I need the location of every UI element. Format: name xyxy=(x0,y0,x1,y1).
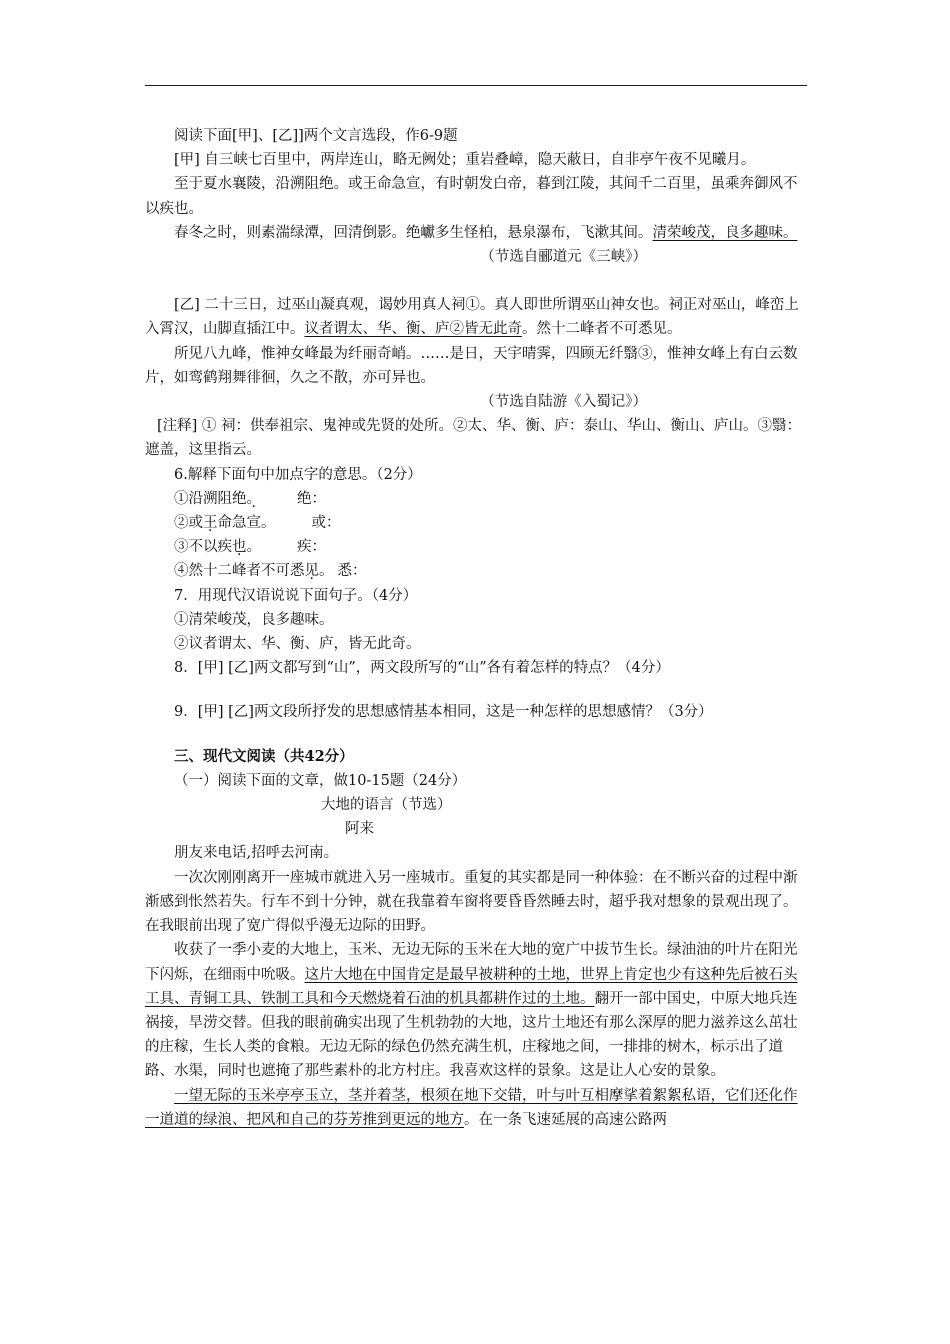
jia-paragraph-3 xyxy=(145,221,807,245)
spacer xyxy=(145,269,807,293)
yi-paragraph-1 xyxy=(145,293,807,341)
q6-i1-text: ①沿溯阻 xyxy=(174,490,232,507)
jia-source: （节选自郦道元《三峡》） xyxy=(480,249,647,266)
q6-i2-text: ② xyxy=(174,515,189,532)
article-author: 阿来 xyxy=(345,821,374,838)
jia-paragraph-1: [甲] 自三峡七百里中，两岸连山，略无阙处；重岩叠嶂，隐天蔽日，自非亭午夜不见曦月。 xyxy=(174,152,756,169)
q6-i2-dotted: 或 xyxy=(188,515,203,532)
subsection-1: （一）阅读下面的文章，做10-15题（24分） xyxy=(174,772,467,789)
q6-item-3 xyxy=(145,535,807,559)
jia-paragraph-2: 至于夏水襄陵，沿溯阻绝。或王命急宣，有时朝发白帝，暮到江陵，其间千二百里，虽乘奔御风不以疾也。 xyxy=(145,176,798,217)
q9: 9．[甲] [乙]两文段所抒发的思想感情基本相同，这是一种怎样的思想感情？（3分） xyxy=(174,704,713,721)
yi-paragraph-2: 所见八九峰，惟神女峰最为纤丽奇峭。……是日，天宇晴霁，四顾无纤翳③，惟神女峰上有白云数片，如鸾鹤翔舞徘徊，久之不散，亦可异也。 xyxy=(145,345,798,386)
yi-source: （节选自陆游《入蜀记》） xyxy=(480,394,647,411)
article-p3-text: 收获了一季小麦的大地上，玉米、无边无际的玉米在大地的宽广中拔节生长。绿油油的叶片在阳光下闪烁，在细雨中吮吸。 xyxy=(145,942,798,983)
article-p3-tail: 翻开一部中国史，中原大地兵连祸接，旱涝交替。但我的眼前确实出现了生机勃勃的大地，这片土地还有那么深厚的肥力滋养这么茁壮的庄稼，生长人类的食粮。无边无际的绿色仍然充满生机，庄稼地之间，一排排的树木，标示出了道路、水渠，同时也遮掩了那些素朴的北方村庄。我喜欢这样的景象。这是让人心安的景象。 xyxy=(145,990,798,1080)
reading-intro: 阅读下面[甲]、[乙]]两个文言选段，作6-9题 xyxy=(174,128,458,144)
article-p4-underlined: 一望无际的玉米亭亭玉立，茎并着茎，根须在地下交错，叶与叶互相摩挲着絮絮私语，它们还化作一道道的绿浪、把风和自己的芬芳推到更远的地方 xyxy=(145,1087,798,1128)
q6-i3-tail: 也。 xyxy=(232,539,261,556)
q6-i1-answer: 绝： xyxy=(297,490,326,507)
q6-title: 6.解释下面句中加点字的意思。（2分） xyxy=(174,466,422,483)
article-paragraph-3 xyxy=(145,938,807,1083)
q6-i1-dotted: 绝 xyxy=(232,490,247,507)
yi-p1-underlined: 议者谓太、华、衡、庐②皆无此奇 xyxy=(304,321,522,338)
q6-i3-text: ③不以 xyxy=(174,539,218,556)
q8: 8．[甲] [乙]两文都写到“山”，两文段所写的“山”各有着怎样的特点？（4分） xyxy=(174,660,670,677)
spacer xyxy=(145,680,807,700)
jia-p3-text: 春冬之时，则素湍绿潭，回清倒影。绝巘多生怪柏，悬泉瀑布，飞漱其间。 xyxy=(174,224,653,241)
spacer xyxy=(145,725,807,745)
article-title: 大地的语言（节选） xyxy=(321,797,452,814)
annotation: [注释] ① 祠：供奉祖宗、鬼神或先贤的处所。②太、华、衡、庐：泰山、华山、衡山、庐山。③翳：遮盖，这里指云。 xyxy=(145,418,802,459)
jia-p3-underlined: 清荣峻茂，良多趣味。 xyxy=(652,224,798,241)
q6-i3-answer: 疾： xyxy=(297,539,326,556)
q7-item-2: ②议者谓太、华、衡、庐，皆无此奇。 xyxy=(174,636,421,653)
q6-i1-tail: 。 xyxy=(246,490,261,507)
q7-item-1: ①清荣峻茂，良多趣味。 xyxy=(174,611,334,628)
article-paragraph-4 xyxy=(145,1084,807,1132)
q6-i4-tail: 见。 xyxy=(304,563,334,580)
q6-i3-dotted: 疾 xyxy=(217,539,232,556)
q6-i4-answer: 悉： xyxy=(337,563,367,580)
q6-item-4 xyxy=(145,559,807,583)
article-p3-underlined: 这片大地在中国肯定是最早被耕种的土地，世界上肯定也少有这种先后被石头工具、青铜工具、铁制工具和今天燃烧着石油的机具都耕作过的土地。 xyxy=(145,966,798,1007)
q7-title: 7．用现代汉语说说下面句子。（4分） xyxy=(174,587,418,604)
q6-item-1 xyxy=(145,487,807,511)
yi-p1-text: [乙] 二十三日，过巫山凝真观，谒妙用真人祠①。真人即世所谓巫山神女也。祠正对巫山，峰峦上入霄汉，山脚直插江中。 xyxy=(145,297,799,338)
q6-i4-text: ④然十二峰者不可 xyxy=(174,563,290,580)
q6-i2-tail: 王命急宣。 xyxy=(203,515,276,532)
article-paragraph-2: 一次次刚刚离开一座城市就进入另一座城市。重复的其实都是同一种体验：在不断兴奋的过程中渐渐感到怅然若失。行车不到十分钟，就在我靠着车窗将要昏昏然睡去时，超乎我对想象的景观出现了。在我眼前出现了宽广得似乎漫无边际的田野。 xyxy=(145,869,798,935)
article-paragraph-1: 朋友来电话,招呼去河南。 xyxy=(174,845,339,862)
q6-i4-dotted: 悉 xyxy=(290,563,305,580)
document-body xyxy=(145,124,807,1132)
q6-i2-answer: 或： xyxy=(311,515,341,532)
article-p4-tail: 。在一条飞速延展的高速公路两 xyxy=(464,1111,667,1128)
header-rule xyxy=(145,85,807,86)
yi-p1-tail: 。然十二峰者不可悉见。 xyxy=(522,321,682,338)
section-3-heading: 三、现代文阅读（共42分） xyxy=(174,747,354,765)
